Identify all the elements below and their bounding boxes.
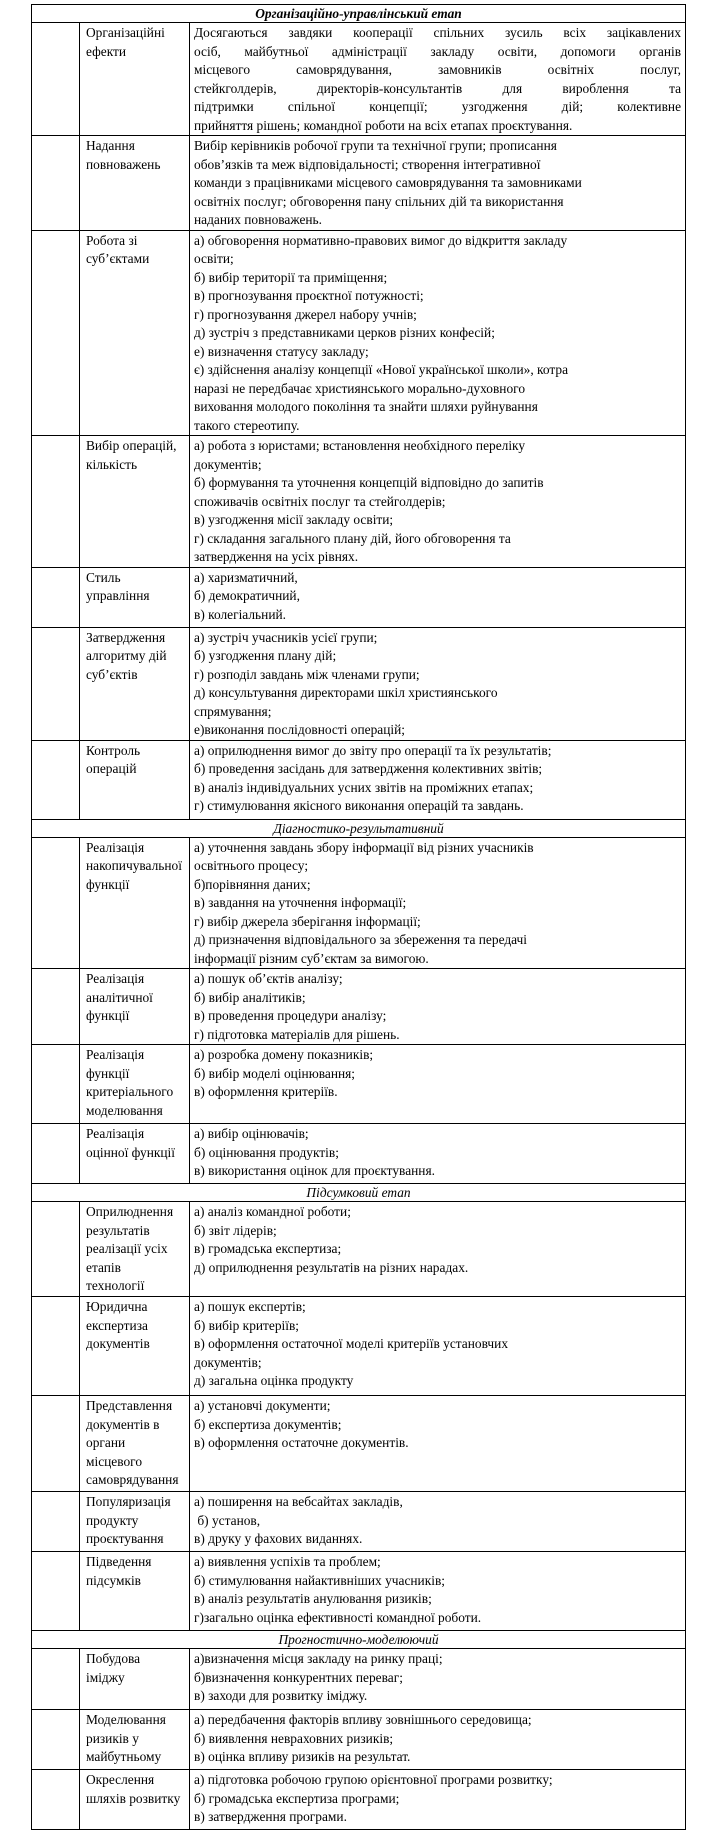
table-row bbox=[32, 740, 686, 819]
description-line: б) вибір території та приміщення; bbox=[194, 269, 388, 285]
stage-name-line: Затвердження bbox=[86, 629, 166, 645]
stage-name-line: Реалізація bbox=[86, 839, 145, 855]
section-title: Прогностично-моделюючий bbox=[32, 1631, 686, 1649]
stage-name-line: ефекти bbox=[86, 43, 127, 59]
stage-name-line: Контроль bbox=[86, 742, 141, 758]
description-line: освітнього процесу; bbox=[194, 858, 309, 873]
description-line: а) поширення на вебсайтах закладів, bbox=[194, 1494, 403, 1509]
empty-cell bbox=[32, 567, 80, 627]
stage-name-cell bbox=[80, 567, 190, 627]
description-line: б) вибір моделі оцінювання; bbox=[194, 1065, 356, 1081]
stage-description-cell bbox=[190, 969, 686, 1045]
stage-description-cell bbox=[190, 1492, 686, 1552]
stage-name-line: ризиків у bbox=[86, 1730, 139, 1746]
section-title: Організаційно-управлінський етап bbox=[32, 5, 686, 23]
stage-name-cell bbox=[80, 1492, 190, 1552]
description-line: в) прогнозування проєктної потужності; bbox=[194, 288, 424, 303]
stage-name-cell bbox=[80, 136, 190, 231]
stage-name-line: операцій bbox=[86, 761, 137, 776]
description-line: освітніх послуг; обговорення пану спільних дій та використання bbox=[194, 193, 564, 209]
table-row bbox=[32, 1649, 686, 1710]
empty-cell bbox=[32, 1202, 80, 1297]
empty-cell bbox=[32, 436, 80, 568]
description-line: в) аналіз результатів анулювання ризиків; bbox=[194, 1591, 432, 1606]
description-line: г) стимулювання якісного виконання операцій та завдань. bbox=[194, 798, 524, 813]
description-line: д) оприлюднення результатів на різних нарадах. bbox=[194, 1259, 469, 1275]
stage-description-cell bbox=[190, 1710, 686, 1770]
description-line: е)виконання послідовності операцій; bbox=[194, 722, 406, 737]
description-line: б) виявлення невраховних ризиків; bbox=[194, 1730, 394, 1746]
description-line: в) використання оцінок для проєктування. bbox=[194, 1163, 435, 1178]
table-row bbox=[32, 1710, 686, 1770]
description-line: б) експертиза документів; bbox=[194, 1416, 342, 1432]
stage-name-line: Вибір операцій, bbox=[86, 438, 177, 453]
empty-cell bbox=[32, 1770, 80, 1830]
empty-cell bbox=[32, 740, 80, 819]
description-line: в) оформлення остаточне документів. bbox=[194, 1435, 409, 1450]
empty-cell bbox=[32, 1649, 80, 1710]
empty-cell bbox=[32, 1045, 80, 1124]
stage-description-cell bbox=[190, 1202, 686, 1297]
description-line: б)порівняння даних; bbox=[194, 876, 311, 892]
description-line: а) аналіз командної роботи; bbox=[194, 1204, 351, 1219]
section-header-row bbox=[32, 819, 686, 837]
description-line: д) призначення відповідального за збереження та передачі bbox=[194, 932, 528, 947]
description-line: б) формування та уточнення концепцій відповідно до запитів bbox=[194, 475, 544, 490]
stage-name-line: Надання bbox=[86, 138, 135, 153]
description-line: а) оприлюднення вимог до звіту про операції та їх результатів; bbox=[194, 742, 552, 758]
description-line: Досягаються завдяки кооперації спільних зусиль всіх зацікавлених bbox=[194, 25, 682, 40]
stage-name-line: критеріального bbox=[86, 1084, 174, 1099]
description-line: а) обговорення нормативно-правових вимог до відкриття закладу bbox=[194, 232, 568, 248]
stage-name-cell bbox=[80, 837, 190, 969]
table-row bbox=[32, 1552, 686, 1631]
description-line: г) вибір джерела зберігання інформації; bbox=[194, 913, 421, 929]
table-row bbox=[32, 837, 686, 969]
stage-name-line: органи bbox=[86, 1435, 126, 1450]
table-row bbox=[32, 1770, 686, 1830]
stage-name-cell bbox=[80, 1045, 190, 1124]
stage-description-cell bbox=[190, 1770, 686, 1830]
stage-name-line: аналітичної bbox=[86, 989, 153, 1005]
empty-cell bbox=[32, 1124, 80, 1184]
stage-name-line: шляхів розвитку bbox=[86, 1790, 181, 1806]
stage-name-line: місцевого bbox=[86, 1453, 143, 1469]
table-row bbox=[32, 230, 686, 436]
description-line: б) вибір критеріїв; bbox=[194, 1317, 300, 1333]
section-header-row bbox=[32, 5, 686, 23]
description-line: а) пошук об’єктів аналізу; bbox=[194, 971, 343, 986]
stage-name-line: функції bbox=[86, 1065, 130, 1081]
stage-description-cell bbox=[190, 1649, 686, 1710]
stage-description-cell bbox=[190, 1396, 686, 1492]
table-row bbox=[32, 1124, 686, 1184]
stage-name-line: суб’єктами bbox=[86, 251, 150, 266]
stage-name-line: Популяризація bbox=[86, 1494, 171, 1509]
stage-description-cell bbox=[190, 740, 686, 819]
description-line: в) заходи для розвитку іміджу. bbox=[194, 1688, 368, 1703]
empty-cell bbox=[32, 1710, 80, 1770]
stage-name-line: Моделювання bbox=[86, 1712, 166, 1727]
stage-description-cell bbox=[190, 1045, 686, 1124]
stage-name-line: Окреслення bbox=[86, 1772, 155, 1787]
description-line: а) вибір оцінювачів; bbox=[194, 1126, 309, 1141]
table-row bbox=[32, 1492, 686, 1552]
description-line: підтримки спільної концепції; узгодження дій; колективне bbox=[194, 99, 682, 114]
stage-name-line: управління bbox=[86, 588, 150, 603]
description-line: б) оцінювання продуктів; bbox=[194, 1144, 339, 1160]
stage-name-line: Підведення bbox=[86, 1554, 152, 1569]
description-line: освіти; bbox=[194, 251, 234, 266]
empty-cell bbox=[32, 230, 80, 436]
description-line: б) стимулювання найактивніших учасників; bbox=[194, 1572, 445, 1588]
description-line: в) завдання на уточнення інформації; bbox=[194, 895, 407, 910]
stage-description-cell bbox=[190, 627, 686, 740]
stage-name-cell bbox=[80, 969, 190, 1045]
document-page bbox=[31, 4, 685, 1824]
stage-name-line: суб’єктів bbox=[86, 666, 138, 682]
description-line: в) громадська експертиза; bbox=[194, 1241, 342, 1256]
stage-name-line: проєктування bbox=[86, 1531, 164, 1546]
stage-name-line: Представлення bbox=[86, 1398, 173, 1413]
stage-name-cell bbox=[80, 436, 190, 568]
stage-name-line: оцінної функції bbox=[86, 1144, 175, 1160]
description-line: в) оцінка впливу ризиків на результат. bbox=[194, 1749, 411, 1764]
description-line: місцевого самоврядування, замовників освітніх послуг, bbox=[194, 62, 682, 77]
table-row bbox=[32, 627, 686, 740]
description-line: б) вибір аналітиків; bbox=[194, 989, 306, 1005]
stage-name-cell bbox=[80, 740, 190, 819]
description-line: г) прогнозування джерел набору учнів; bbox=[194, 306, 417, 322]
description-line: б) громадська експертиза програми; bbox=[194, 1790, 400, 1806]
table-row bbox=[32, 567, 686, 627]
description-line: а) уточнення завдань збору інформації від різних учасників bbox=[194, 839, 534, 855]
description-line: б) демократичний, bbox=[194, 588, 300, 603]
description-line: в) проведення процедури аналізу; bbox=[194, 1008, 387, 1023]
stage-name-line: Організаційні bbox=[86, 25, 165, 40]
stage-description-cell bbox=[190, 1124, 686, 1184]
stage-name-line: Реалізація bbox=[86, 1126, 145, 1141]
description-line: затвердження на усіх рівнях. bbox=[194, 549, 359, 564]
description-line: а) розробка домену показників; bbox=[194, 1047, 374, 1062]
stage-description-cell bbox=[190, 837, 686, 969]
stage-name-cell bbox=[80, 1710, 190, 1770]
stage-name-line: документів в bbox=[86, 1416, 160, 1432]
stage-description-cell bbox=[190, 1297, 686, 1396]
stage-name-line: Робота зі bbox=[86, 232, 138, 248]
description-line: наразі не передбачає християнського морально-духовного bbox=[194, 380, 526, 396]
stage-name-line: Реалізація bbox=[86, 971, 145, 986]
stage-name-cell bbox=[80, 1770, 190, 1830]
stage-name-line: моделювання bbox=[86, 1102, 163, 1118]
stage-name-line: самоврядування bbox=[86, 1472, 179, 1487]
description-line: такого стереотипу. bbox=[194, 417, 300, 433]
description-line: д) консультування директорами шкіл християнського bbox=[194, 685, 498, 700]
table-row bbox=[32, 23, 686, 136]
empty-cell bbox=[32, 1297, 80, 1396]
description-line: стейкголдерів, директорів-консультантів для вироблення та bbox=[194, 80, 682, 96]
table-row bbox=[32, 1202, 686, 1297]
stage-description-cell bbox=[190, 436, 686, 568]
description-line: документів; bbox=[194, 1354, 262, 1370]
description-line: в) оформлення критеріїв. bbox=[194, 1084, 338, 1099]
stage-description-cell bbox=[190, 136, 686, 231]
stage-name-line: повноважень bbox=[86, 156, 161, 172]
description-line: Вибір керівників робочої групи та технічної групи; прописання bbox=[194, 138, 557, 153]
stage-name-cell bbox=[80, 1124, 190, 1184]
stage-name-cell bbox=[80, 1202, 190, 1297]
empty-cell bbox=[32, 1552, 80, 1631]
description-line: в) колегіальний. bbox=[194, 606, 287, 622]
description-line: а) харизматичний, bbox=[194, 569, 298, 585]
stage-name-line: алгоритму дій bbox=[86, 648, 167, 663]
description-line: наданих повноважень. bbox=[194, 212, 323, 227]
table-row bbox=[32, 436, 686, 568]
empty-cell bbox=[32, 1492, 80, 1552]
section-header-row bbox=[32, 1184, 686, 1202]
description-line: г) розподіл завдань між членами групи; bbox=[194, 666, 420, 682]
stage-name-line: Юридична bbox=[86, 1299, 148, 1314]
stage-name-line: накопичувальної bbox=[86, 858, 182, 873]
description-line: в) узгодження місії закладу освіти; bbox=[194, 512, 394, 527]
empty-cell bbox=[32, 969, 80, 1045]
description-line: в) оформлення остаточної моделі критеріїв установчих bbox=[194, 1336, 509, 1351]
stage-name-line: майбутньому bbox=[86, 1749, 162, 1764]
stage-name-line: технології bbox=[86, 1278, 145, 1293]
stage-name-line: реалізації усіх bbox=[86, 1241, 168, 1256]
stage-description-cell bbox=[190, 230, 686, 436]
description-line: а) підготовка робочою групою орієнтовної програми розвитку; bbox=[194, 1772, 553, 1787]
empty-cell bbox=[32, 837, 80, 969]
stage-name-cell bbox=[80, 23, 190, 136]
description-line: спрямування; bbox=[194, 703, 272, 719]
description-line: інформації різним суб’єктам за вимогою. bbox=[194, 950, 429, 966]
description-line: а) пошук експертів; bbox=[194, 1299, 306, 1314]
empty-cell bbox=[32, 627, 80, 740]
empty-cell bbox=[32, 136, 80, 231]
description-line: б) проведення засідань для затвердження колективних звітів; bbox=[194, 761, 543, 776]
description-line: е) визначення статусу закладу; bbox=[194, 343, 369, 359]
stage-name-line: документів bbox=[86, 1336, 150, 1351]
description-line: виховання молодого покоління та знайти шляхи руйнування bbox=[194, 399, 538, 414]
empty-cell bbox=[32, 23, 80, 136]
description-line: а) установчі документи; bbox=[194, 1398, 331, 1413]
stage-name-cell bbox=[80, 627, 190, 740]
stage-name-cell bbox=[80, 230, 190, 436]
stage-name-line: функції bbox=[86, 876, 130, 892]
description-line: в) затвердження програми. bbox=[194, 1809, 347, 1824]
section-header-row bbox=[32, 1631, 686, 1649]
description-line: г) підготовка матеріалів для рішень. bbox=[194, 1026, 400, 1042]
description-line: прийняття рішень; командної роботи на всіх етапах проєктування. bbox=[194, 117, 573, 133]
description-line: б) узгодження плану дій; bbox=[194, 648, 337, 663]
section-title: Діагностико-результативний bbox=[32, 819, 686, 837]
stage-name-line: Реалізація bbox=[86, 1047, 145, 1062]
stages-table-body bbox=[32, 5, 686, 1830]
stage-name-line: Побудова bbox=[86, 1651, 141, 1666]
description-line: д) зустріч з представниками церков різних конфесій; bbox=[194, 325, 495, 340]
description-line: г) складання загального плану дій, його обговорення та bbox=[194, 530, 511, 546]
description-line: в) друку у фахових виданнях. bbox=[194, 1531, 363, 1546]
stage-name-line: іміджу bbox=[86, 1669, 125, 1685]
stage-description-cell bbox=[190, 23, 686, 136]
description-line: а) робота з юристами; встановлення необхідного переліку bbox=[194, 438, 526, 453]
description-line: обов’язків та меж відповідальності; створення інтегративної bbox=[194, 156, 541, 172]
stage-name-cell bbox=[80, 1552, 190, 1631]
stage-name-line: функції bbox=[86, 1008, 130, 1023]
section-title: Підсумковий етап bbox=[32, 1184, 686, 1202]
table-row bbox=[32, 1396, 686, 1492]
stage-name-line: результатів bbox=[86, 1222, 150, 1238]
stage-name-cell bbox=[80, 1396, 190, 1492]
table-row bbox=[32, 1297, 686, 1396]
description-line: д) загальна оцінка продукту bbox=[194, 1373, 354, 1388]
description-line: є) здійснення аналізу концепції «Нової української школи», котра bbox=[194, 362, 569, 377]
stage-name-line: Стиль bbox=[86, 569, 121, 585]
stages-table bbox=[31, 4, 686, 1830]
description-line: а) передбачення факторів впливу зовнішнього середовища; bbox=[194, 1712, 532, 1727]
table-row bbox=[32, 136, 686, 231]
stage-name-cell bbox=[80, 1297, 190, 1396]
stage-description-cell bbox=[190, 567, 686, 627]
description-line: споживачів освітніх послуг та стейголдерів; bbox=[194, 493, 446, 509]
description-line: г)загально оцінка ефективності командної роботи. bbox=[194, 1609, 482, 1625]
stage-name-line: підсумків bbox=[86, 1572, 142, 1588]
description-line: б) установ, bbox=[194, 1512, 261, 1528]
description-line: а) зустріч учасників усієї групи; bbox=[194, 629, 378, 645]
stage-name-line: етапів bbox=[86, 1259, 121, 1275]
description-line: а)визначення місця закладу на ринку праці; bbox=[194, 1651, 443, 1666]
table-row bbox=[32, 1045, 686, 1124]
description-line: документів; bbox=[194, 456, 262, 472]
description-line: команди з працівниками місцевого самоврядування та замовниками bbox=[194, 175, 582, 190]
description-line: в) аналіз індивідуальних усних звітів на проміжних етапах; bbox=[194, 779, 534, 795]
stage-name-cell bbox=[80, 1649, 190, 1710]
stage-description-cell bbox=[190, 1552, 686, 1631]
stage-name-line: продукту bbox=[86, 1512, 139, 1528]
description-line: б) звіт лідерів; bbox=[194, 1222, 277, 1238]
description-line: осіб, майбутньої адміністрації закладу освіти, допомоги органів bbox=[194, 43, 682, 59]
description-line: а) виявлення успіхів та проблем; bbox=[194, 1554, 381, 1569]
description-line: б)визначення конкурентних переваг; bbox=[194, 1669, 403, 1685]
empty-cell bbox=[32, 1396, 80, 1492]
stage-name-line: кількість bbox=[86, 456, 138, 472]
table-row bbox=[32, 969, 686, 1045]
stage-name-line: експертиза bbox=[86, 1317, 148, 1333]
stage-name-line: Оприлюднення bbox=[86, 1204, 174, 1219]
